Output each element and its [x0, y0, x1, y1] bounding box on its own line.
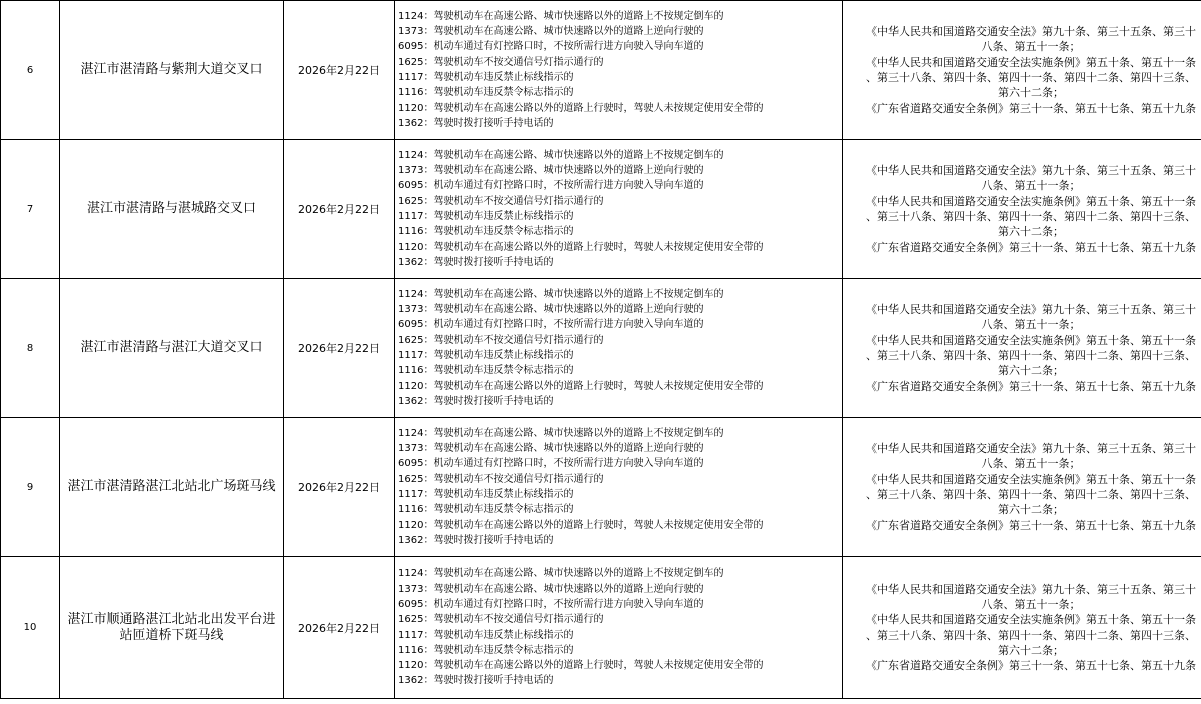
violation-item: 1124：驾驶机动车在高速公路、城市快速路以外的道路上不按规定倒车的: [398, 288, 724, 300]
violation-item: 1124：驾驶机动车在高速公路、城市快速路以外的道路上不按规定倒车的: [398, 10, 724, 22]
legal-basis-line: 、第三十八条、第四十条、第四十一条、第四十二条、第四十三条、: [866, 628, 1196, 642]
legal-basis-line: 《广东省道路交通安全条例》第三十一条、第五十七条、第五十九条: [866, 101, 1196, 115]
legal-basis-line: 、第三十八条、第四十条、第四十一条、第四十二条、第四十三条、: [866, 210, 1196, 223]
row-index: 10: [1, 557, 60, 699]
table-row: [1, 418, 1201, 557]
violation-item: 1117：驾驶机动车违反禁止标线指示的: [398, 489, 574, 500]
violation-item: 1124：驾驶机动车在高速公路、城市快速路以外的道路上不按规定倒车的: [398, 149, 724, 161]
legal-basis-line: 第六十二条；: [998, 225, 1064, 239]
location-cell: 湛江市顺通路湛江北站北出发平台进站匝道桥下斑马线: [60, 557, 284, 699]
legal-basis-line: 八条、第五十一条；: [981, 179, 1081, 193]
violation-item: 6095：机动车通过有灯控路口时，不按所需行进方向驶入导向车道的: [398, 319, 704, 331]
legal-basis-cell: [843, 1, 1201, 140]
violation-item: 6095：机动车通过有灯控路口时，不按所需行进方向驶入导向车道的: [398, 180, 704, 192]
violation-item: 1373：驾驶机动车在高速公路、城市快速路以外的道路上逆向行驶的: [398, 443, 704, 455]
table-row: [1, 557, 1201, 699]
row-index: 6: [1, 1, 60, 140]
legal-basis-line: 《广东省道路交通安全条例》第三十一条、第五十七条、第五十九条: [866, 379, 1196, 393]
violations-cell: [395, 140, 843, 279]
violation-item: 1120：驾驶机动车在高速公路以外的道路上行驶时，驾驶人未按规定使用安全带的: [398, 660, 764, 672]
violation-item: 1120：驾驶机动车在高速公路以外的道路上行驶时，驾驶人未按规定使用安全带的: [398, 241, 764, 253]
date-cell: 2026年2月22日: [284, 279, 395, 418]
violation-item: 1362：驾驶时拨打接听手持电话的: [398, 256, 554, 268]
violations-cell: [395, 279, 843, 418]
violation-item: 1625：驾驶机动车不按交通信号灯指示通行的: [398, 195, 604, 207]
date-cell: 2026年2月22日: [284, 418, 395, 557]
table-row: [1, 140, 1201, 279]
violations-cell: [395, 1, 843, 140]
date-cell: 2026年2月22日: [284, 557, 395, 699]
violation-item: 1124：驾驶机动车在高速公路、城市快速路以外的道路上不按规定倒车的: [398, 568, 724, 580]
violation-item: 6095：机动车通过有灯控路口时，不按所需行进方向驶入导向车道的: [398, 598, 704, 610]
date-cell: 2026年2月22日: [284, 140, 395, 279]
legal-basis-line: 第六十二条；: [998, 503, 1064, 517]
violation-item: 1373：驾驶机动车在高速公路、城市快速路以外的道路上逆向行驶的: [398, 583, 704, 595]
legal-basis-line: 第六十二条；: [998, 86, 1064, 100]
legal-basis-line: 《中华人民共和国道路交通安全法实施条例》第五十条、第五十一条: [866, 613, 1196, 627]
legal-basis-line: 《中华人民共和国道路交通安全法》第九十条、第三十五条、第三十: [866, 582, 1196, 596]
violation-item: 1625：驾驶机动车不按交通信号灯指示通行的: [398, 334, 604, 346]
legal-basis-line: 《广东省道路交通安全条例》第三十一条、第五十七条、第五十九条: [866, 518, 1196, 532]
violation-item: 1117：驾驶机动车违反禁止标线指示的: [398, 72, 574, 83]
location-cell: 湛江市湛清路与紫荆大道交叉口: [60, 1, 284, 140]
legal-basis-line: 《中华人民共和国道路交通安全法》第九十条、第三十五条、第三十: [866, 164, 1196, 178]
violation-item: 6095：机动车通过有灯控路口时，不按所需行进方向驶入导向车道的: [398, 458, 704, 470]
violation-item: 1116：驾驶机动车违反禁令标志指示的: [398, 226, 574, 238]
row-index: 7: [1, 140, 60, 279]
legal-basis-line: 第六十二条；: [998, 643, 1064, 657]
legal-basis-cell: [843, 279, 1201, 418]
violation-item: 1362：驾驶时拨打接听手持电话的: [398, 117, 554, 129]
violation-item: 1362：驾驶时拨打接听手持电话的: [398, 675, 554, 687]
date-cell: 2026年2月22日: [284, 1, 395, 140]
legal-basis-line: 《中华人民共和国道路交通安全法实施条例》第五十条、第五十一条: [866, 472, 1196, 486]
violations-cell: [395, 557, 843, 699]
legal-basis-line: 、第三十八条、第四十条、第四十一条、第四十二条、第四十三条、: [866, 488, 1196, 501]
legal-basis-line: 第六十二条；: [998, 364, 1064, 378]
location-cell: 湛江市湛清路与湛江大道交叉口: [60, 279, 284, 418]
legal-basis-line: 《中华人民共和国道路交通安全法》第九十条、第三十五条、第三十: [866, 442, 1196, 456]
legal-basis-cell: [843, 557, 1201, 699]
violations-cell: [395, 418, 843, 557]
violation-item: 1625：驾驶机动车不按交通信号灯指示通行的: [398, 614, 604, 626]
legal-basis-cell: [843, 418, 1201, 557]
legal-basis-cell: [843, 140, 1201, 279]
legal-basis-line: 、第三十八条、第四十条、第四十一条、第四十二条、第四十三条、: [866, 71, 1196, 84]
table-row: [1, 279, 1201, 418]
violation-item: 1117：驾驶机动车违反禁止标线指示的: [398, 211, 574, 222]
violation-item: 1116：驾驶机动车违反禁令标志指示的: [398, 504, 574, 516]
violation-item: 1373：驾驶机动车在高速公路、城市快速路以外的道路上逆向行驶的: [398, 165, 704, 177]
violation-item: 1120：驾驶机动车在高速公路以外的道路上行驶时，驾驶人未按规定使用安全带的: [398, 102, 764, 114]
violation-item: 1116：驾驶机动车违反禁令标志指示的: [398, 87, 574, 99]
legal-basis-line: 《中华人民共和国道路交通安全法实施条例》第五十条、第五十一条: [866, 333, 1196, 347]
legal-basis-line: 八条、第五十一条；: [981, 457, 1081, 471]
legal-basis-line: 、第三十八条、第四十条、第四十一条、第四十二条、第四十三条、: [866, 349, 1196, 362]
table-row: [1, 1, 1201, 140]
location-cell: 湛江市湛清路与湛城路交叉口: [60, 140, 284, 279]
violation-item: 1625：驾驶机动车不按交通信号灯指示通行的: [398, 473, 604, 485]
row-index: 8: [1, 279, 60, 418]
violation-item: 1625：驾驶机动车不按交通信号灯指示通行的: [398, 56, 604, 68]
legal-basis-line: 《广东省道路交通安全条例》第三十一条、第五十七条、第五十九条: [866, 659, 1196, 673]
violation-item: 6095：机动车通过有灯控路口时，不按所需行进方向驶入导向车道的: [398, 41, 704, 53]
violation-item: 1120：驾驶机动车在高速公路以外的道路上行驶时，驾驶人未按规定使用安全带的: [398, 519, 764, 531]
violation-item: 1362：驾驶时拨打接听手持电话的: [398, 534, 554, 546]
legal-basis-line: 八条、第五十一条；: [981, 40, 1081, 54]
violation-item: 1120：驾驶机动车在高速公路以外的道路上行驶时，驾驶人未按规定使用安全带的: [398, 380, 764, 392]
legal-basis-line: 《中华人民共和国道路交通安全法实施条例》第五十条、第五十一条: [866, 55, 1196, 69]
legal-basis-line: 《中华人民共和国道路交通安全法实施条例》第五十条、第五十一条: [866, 194, 1196, 208]
violation-item: 1116：驾驶机动车违反禁令标志指示的: [398, 365, 574, 377]
violation-item: 1373：驾驶机动车在高速公路、城市快速路以外的道路上逆向行驶的: [398, 304, 704, 316]
violation-item: 1117：驾驶机动车违反禁止标线指示的: [398, 629, 574, 641]
violation-item: 1362：驾驶时拨打接听手持电话的: [398, 395, 554, 407]
legal-basis-line: 八条、第五十一条；: [981, 318, 1081, 332]
violation-item: 1373：驾驶机动车在高速公路、城市快速路以外的道路上逆向行驶的: [398, 26, 704, 38]
violation-item: 1116：驾驶机动车违反禁令标志指示的: [398, 644, 574, 656]
legal-basis-line: 八条、第五十一条；: [981, 597, 1081, 611]
legal-basis-line: 《中华人民共和国道路交通安全法》第九十条、第三十五条、第三十: [866, 25, 1196, 39]
legal-basis-line: 《中华人民共和国道路交通安全法》第九十条、第三十五条、第三十: [866, 303, 1196, 317]
location-cell: 湛江市湛清路湛江北站北广场斑马线: [60, 418, 284, 557]
legal-basis-line: 《广东省道路交通安全条例》第三十一条、第五十七条、第五十九条: [866, 240, 1196, 254]
violation-item: 1124：驾驶机动车在高速公路、城市快速路以外的道路上不按规定倒车的: [398, 427, 724, 439]
row-index: 9: [1, 418, 60, 557]
violation-item: 1117：驾驶机动车违反禁止标线指示的: [398, 350, 574, 361]
